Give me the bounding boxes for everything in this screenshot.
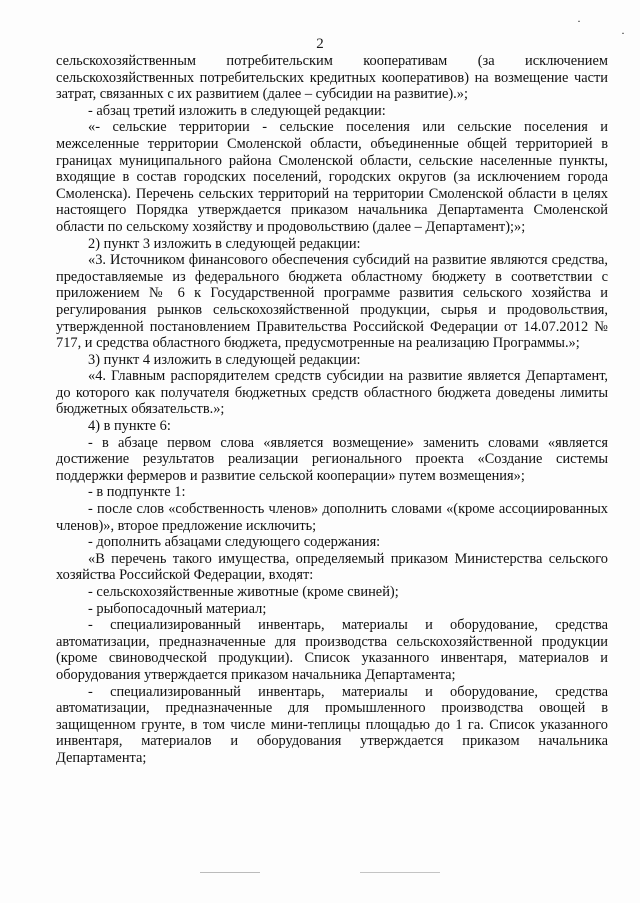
paragraph: «В перечень такого имущества, определяемый приказом Министерства сельского хозяйства Российской Федерации, входят: [56,550,608,584]
paragraph: - сельскохозяйственные животные (кроме свиней); [88,584,399,600]
paragraph: 2) пункт 3 изложить в следующей редакции: [88,235,361,252]
paragraph: - после слов «собственность членов» дополнить словами «(кроме ассоциированных членов)», второе предложение исключить; [56,501,608,534]
paragraph: - абзац третий изложить в следующей редакции: [88,102,386,119]
page-number: 2 [316,36,324,52]
paragraph: - специализированный инвентарь, материалы и оборудование, средства автоматизации, предназначенные для промышленного производства овощей в защищенном грунте, в том числе мини-теплицы площадью до 1 га. Список указанного инвентаря, материалов и оборудования утверждается приказом начальника Департамента; [56,683,608,766]
paragraph: - дополнить абзацами следующего содержания: [88,534,381,551]
paragraph: «3. Источником финансового обеспечения субсидий на развитие являются средства, предоставляемые из федерального бюджета областному бюджету в соответствии с приложением № 6 к Государственной программе развития сельского хозяйства и регулирования рынков сельскохозяйственной продукции, сырья и продовольствия, утвержденной постановлением Правительства Российской Федерации от 14.07.2012 № 717, и средства областного бюджета, предусмотренные на реализацию Программы.»; [56,252,608,352]
paragraph: «- сельские территории - сельские поселения или сельские поселения и межселенные территории Смоленской области, объединенные общей территорией в границах муниципального района Смоленской области, сельские населенные пункты, входящие в состав городских поселений, городских округов (за исключением города Смоленска). Перечень сельских территорий на территории Смоленской области в целях настоящего Порядка утверждается приказом начальника Департамента Смоленской области по сельскому хозяйству и продовольствию (далее – Департамент);»; [56,119,608,235]
scan-footer-line [360,872,440,873]
scan-footer-line [200,872,260,873]
paragraph: «4. Главным распорядителем средств субсидии на развитие является Департамент, до которого как получателя бюджетных средств областного бюджета доведены лимиты бюджетных обязательств.»; [56,368,608,418]
document-body [56,53,608,767]
paragraph: - рыбопосадочный материал; [88,600,267,617]
paragraph: 4) в пункте 6: [88,418,171,435]
scan-artifact-mark: · [577,14,581,28]
scan-artifact-mark: · [621,26,625,40]
paragraph: - в абзаце первом слова «является возмещение» заменить словами «является достижение результатов реализации регионального проекта «Создание системы поддержки фермеров и развитие сельской кооперации» путем возмещения»; [56,434,608,484]
paragraph: - в подпункте 1: [88,484,186,501]
paragraph: 3) пункт 4 изложить в следующей редакции: [88,351,361,368]
paragraph: - специализированный инвентарь, материалы и оборудование, средства автоматизации, предназначенные для производства сельскохозяйственной продукции (кроме свиноводческой продукции). Список указанного инвентаря, материалов и оборудования утверждается приказом начальника Департамента; [56,617,608,683]
paragraph: сельскохозяйственным потребительским кооперативам (за исключением сельскохозяйственных потребительских кредитных кооперативов) на возмещение части затрат, связанных с их развитием (далее – субсидии на развитие).»; [56,53,608,103]
